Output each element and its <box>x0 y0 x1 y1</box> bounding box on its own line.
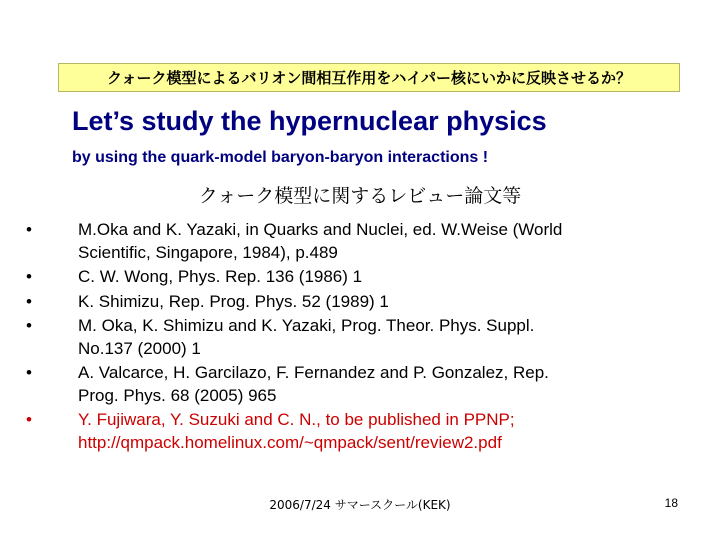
bullet-icon: • <box>26 410 32 429</box>
bullet-icon: • <box>26 316 32 335</box>
reference-line: M. Oka, K. Shimizu and K. Yazaki, Prog. Theor. Phys. Suppl. <box>78 316 535 335</box>
bullet-icon: • <box>26 220 32 239</box>
reference-line: Prog. Phys. 68 (2005) 965 <box>78 385 277 405</box>
reference-line: K. Shimizu, Rep. Prog. Phys. 52 (1989) 1 <box>78 291 389 311</box>
banner <box>58 63 680 92</box>
reference-line: A. Valcarce, H. Garcilazo, F. Fernandez and P. Gonzalez, Rep. <box>78 363 549 382</box>
reference-line: Y. Fujiwara, Y. Suzuki and C. N., to be published in PPNP; <box>78 410 515 429</box>
reference-line: Scientific, Singapore, 1984), p.489 <box>78 242 338 262</box>
reference-item <box>26 291 706 314</box>
bullet-icon: • <box>26 291 32 311</box>
reference-item <box>26 315 706 360</box>
reference-item <box>26 219 706 264</box>
reference-list <box>26 219 706 456</box>
reference-line: No.137 (2000) 1 <box>78 338 201 358</box>
slide-subtitle: by using the quark-model baryon-baryon interactions ! <box>72 149 489 166</box>
reference-url[interactable]: http://qmpack.homelinux.com/~qmpack/sent/review2.pdf <box>78 432 502 452</box>
reference-line: C. W. Wong, Phys. Rep. 136 (1986) 1 <box>78 267 363 286</box>
page-number: 18 <box>664 496 678 510</box>
reference-line: M.Oka and K. Yazaki, in Quarks and Nuclei, ed. W.Weise (World <box>78 220 563 239</box>
bullet-icon: • <box>26 363 32 382</box>
footer-date-event: 2006/7/24 サマースクール(KEK) <box>269 498 451 512</box>
reference-item-highlighted <box>26 409 706 454</box>
banner-text: クォーク模型によるバリオン間相互作用をハイパー核にいかに反映させるか？ <box>106 69 632 87</box>
bullet-icon: • <box>26 267 32 286</box>
reference-item <box>26 266 706 289</box>
slide-title: Let’s study the hypernuclear physics <box>72 106 547 136</box>
review-heading: クォーク模型に関するレビュー論文等 <box>198 185 522 207</box>
reference-item <box>26 362 706 407</box>
